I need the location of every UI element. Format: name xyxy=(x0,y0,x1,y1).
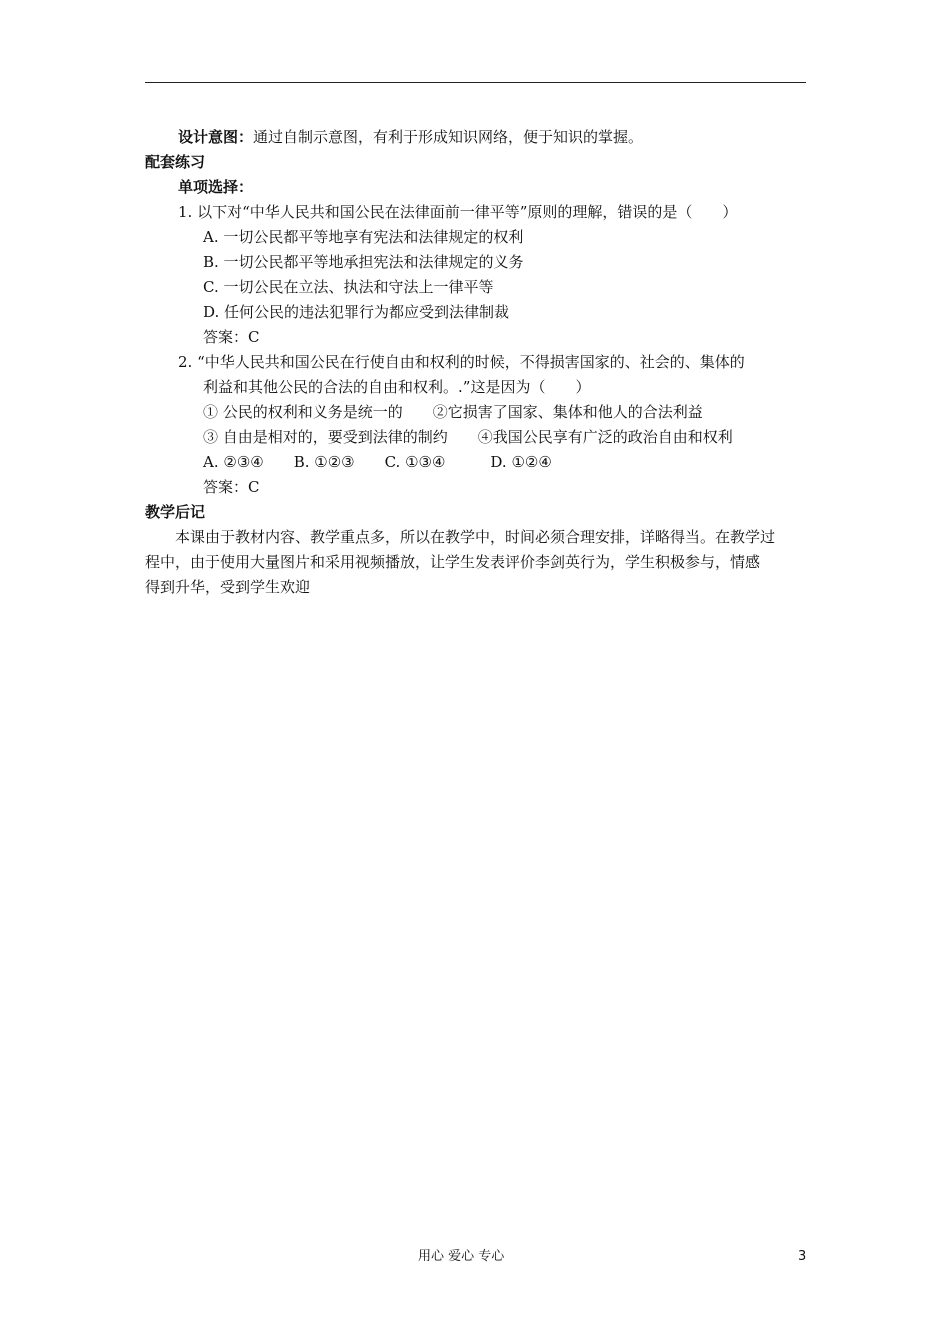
single-choice-heading: 单项选择： xyxy=(178,178,254,196)
page-number: 3 xyxy=(798,1249,807,1264)
question-2-answer: 答案：C xyxy=(203,478,260,496)
afterword-line-1: 本课由于教材内容、教学重点多，所以在教学中，时间必须合理安排，详略得当。在教学过 xyxy=(175,528,776,546)
question-2-statements-line-1: ① 公民的权利和义务是统一的 ②它损害了国家、集体和他人的合法利益 xyxy=(203,403,703,421)
question-1-option-d: D. 任何公民的违法犯罪行为都应受到法律制裁 xyxy=(203,303,510,321)
afterword-line-3: 得到升华，受到学生欢迎 xyxy=(145,578,311,596)
footer-motto: 用心 爱心 专心 xyxy=(418,1249,505,1264)
question-1-option-b: B. 一切公民都平等地承担宪法和法律规定的义务 xyxy=(203,253,524,271)
question-2-statements-line-2: ③ 自由是相对的，要受到法律的制约 ④我国公民享有广泛的政治自由和权利 xyxy=(203,428,733,446)
question-1-stem: 1. 以下对“中华人民共和国公民在法律面前一律平等”原则的理解，错误的是（ ） xyxy=(178,203,738,221)
design-intent xyxy=(178,127,643,147)
question-1-option-a: A. 一切公民都平等地享有宪法和法律规定的权利 xyxy=(203,228,524,246)
design-intent-text: 通过自制示意图，有利于形成知识网络，便于知识的掌握。 xyxy=(253,128,644,146)
afterword-heading: 教学后记 xyxy=(145,503,206,521)
question-1-option-c: C. 一切公民在立法、执法和守法上一律平等 xyxy=(203,278,494,296)
header-rule xyxy=(145,82,806,83)
question-2-stem-line-2: 利益和其他公民的合法的自由和权利。.”这是因为（ ） xyxy=(203,378,591,396)
question-2-choices: A. ②③④ B. ①②③ C. ①③④ D. ①②④ xyxy=(203,453,552,471)
question-2-stem-line-1: 2. “中华人民共和国公民在行使自由和权利的时候，不得损害国家的、社会的、集体的 xyxy=(178,353,745,371)
practice-heading: 配套练习 xyxy=(145,153,206,171)
question-1-answer: 答案：C xyxy=(203,328,260,346)
design-intent-label: 设计意图： xyxy=(178,128,254,146)
afterword-line-2: 程中，由于使用大量图片和采用视频播放，让学生发表评价李剑英行为，学生积极参与，情感 xyxy=(145,553,761,571)
